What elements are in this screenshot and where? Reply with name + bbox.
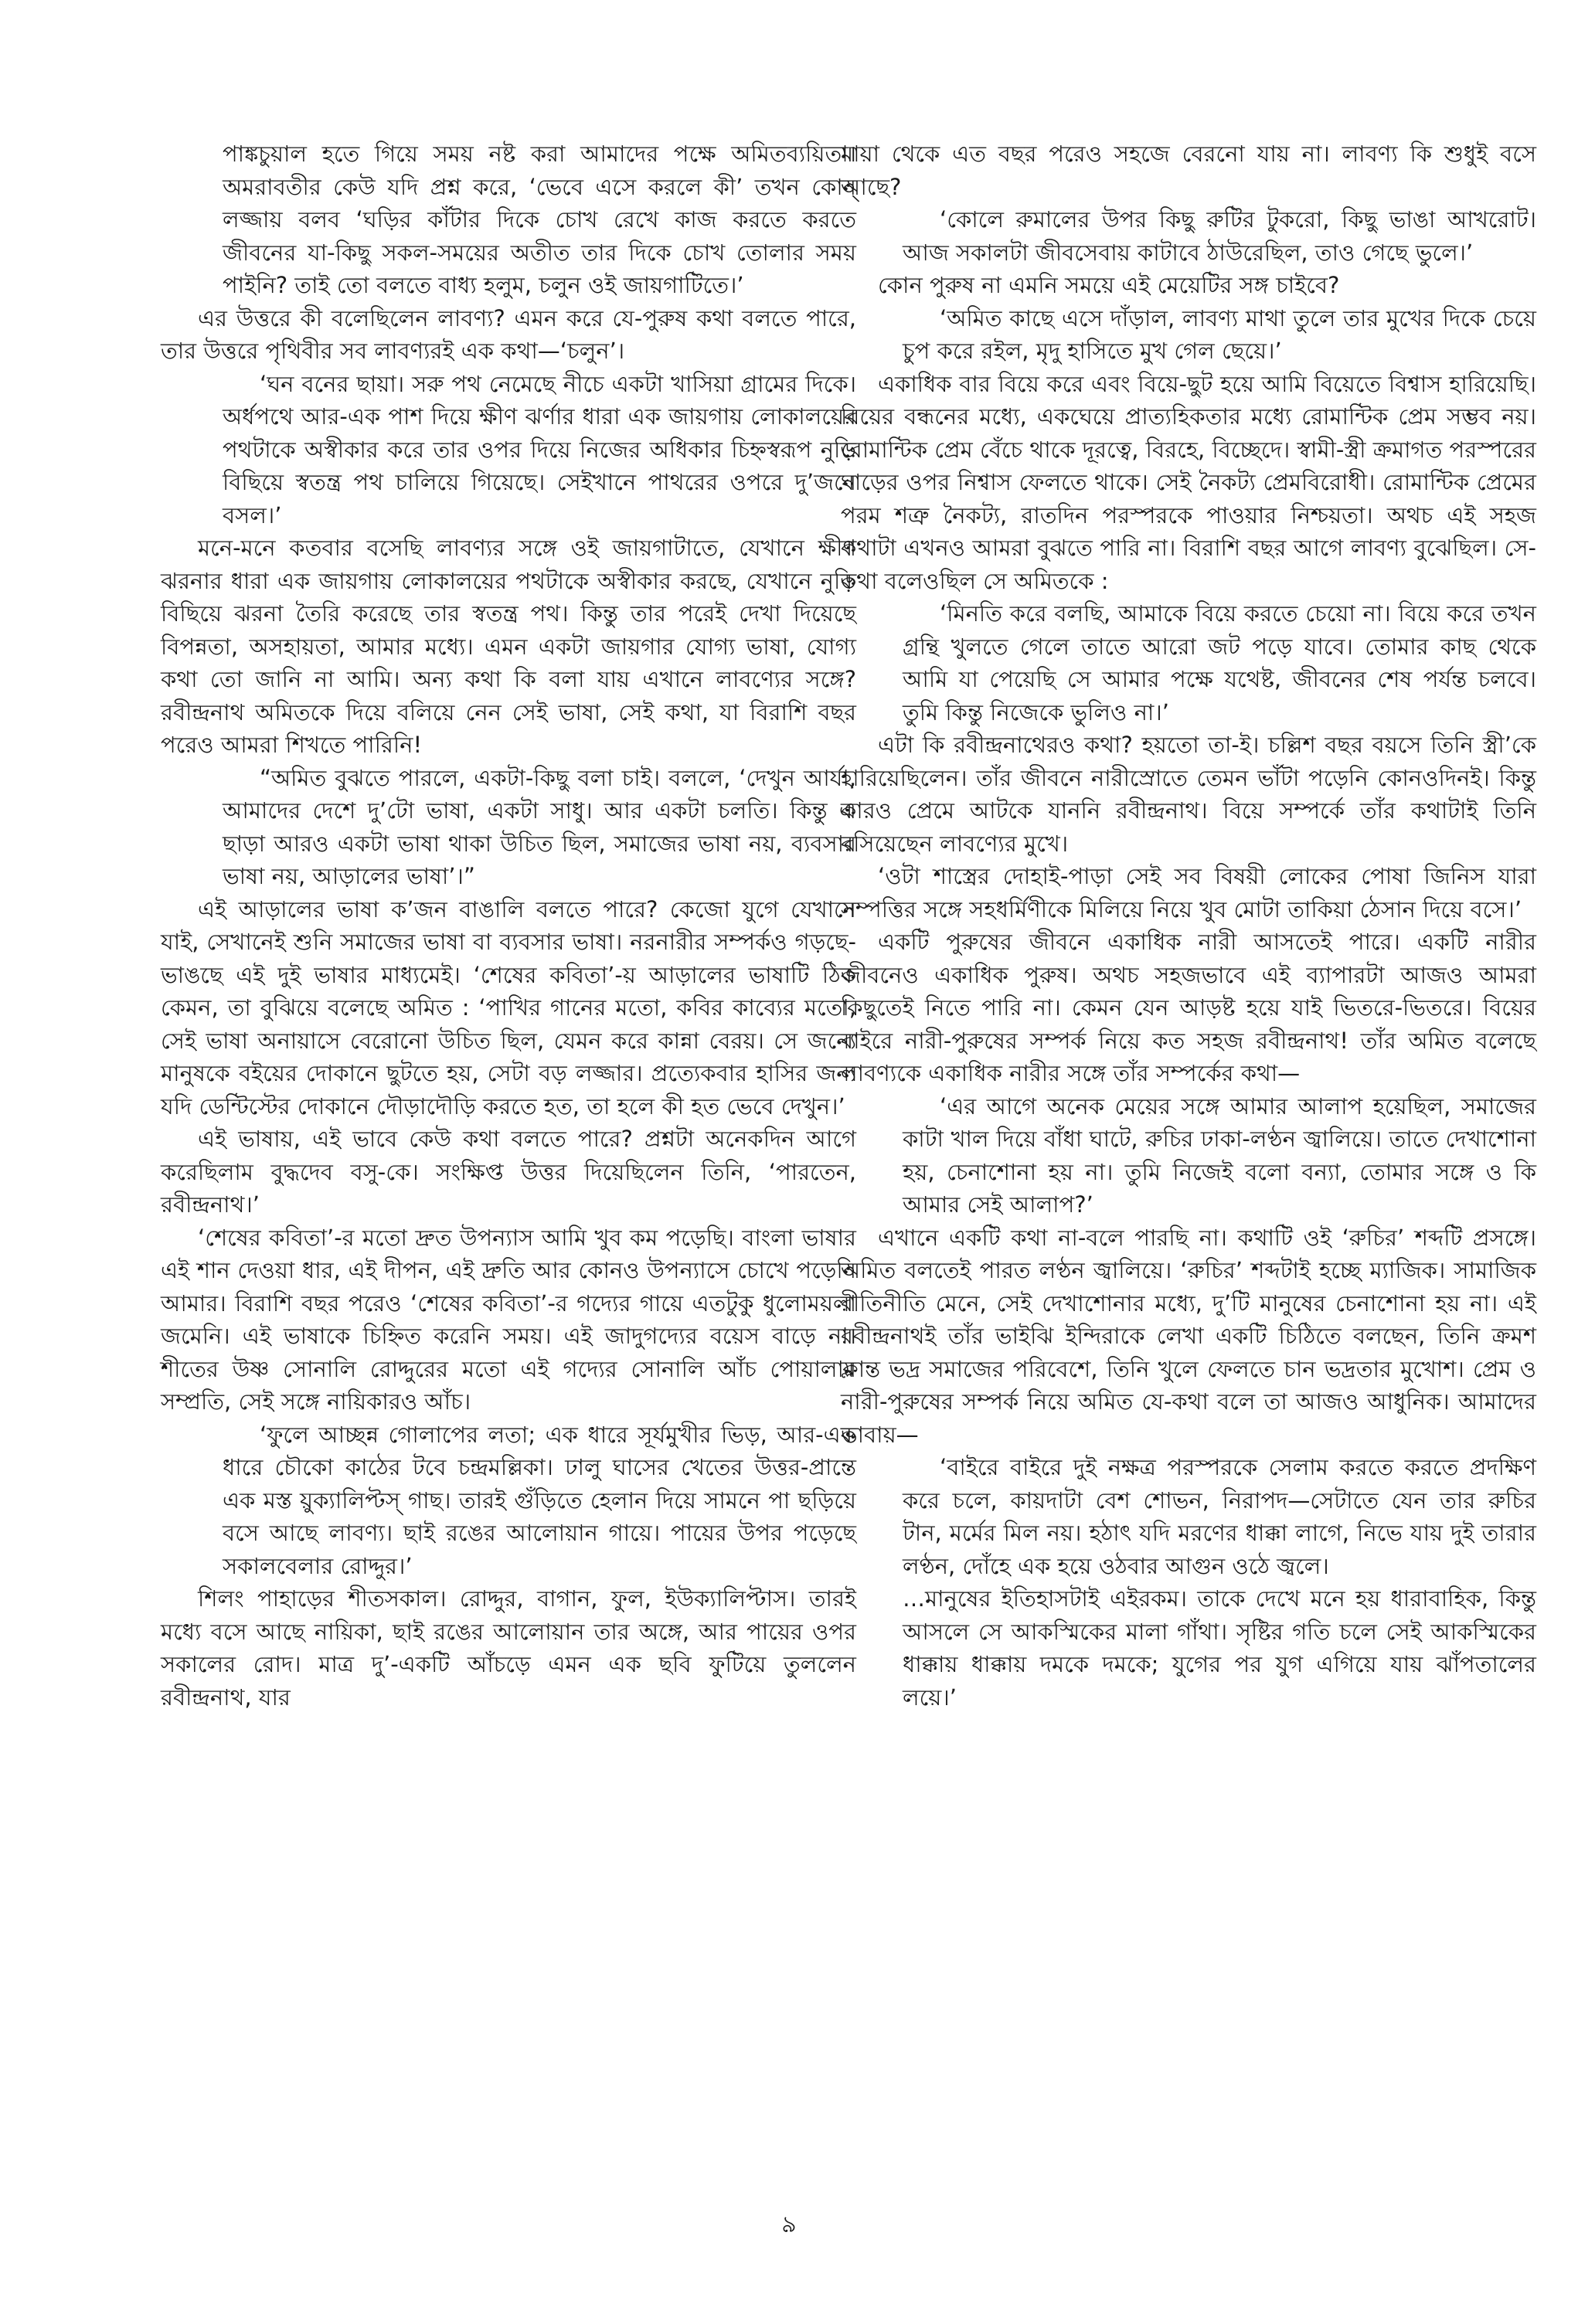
paragraph: পাঙ্কচুয়াল হতে গিয়ে সময় নষ্ট করা আমাদের পক্ষে অমিতব্যয়িতা। অমরাবতীর কেউ যদি প্রশ্ন করে, ‘ভেবে এসে করলে কী’ তখন কোন্‌ লজ্জায় বলব ‘ঘড়ির কাঁটার দিকে চোখ রেখে কাজ করতে করতে জীবনের যা-কিছু সকল-সময়ের অতীত তার দিকে চোখ তোলার সময় পাইনি? তাই তো বলতে বাধ্য হলুম, চলুন ওই জায়গাটিতে।’ (223, 141, 856, 298)
paragraph: ‘শেষের কবিতা’-র মতো দ্রুত উপন্যাস আমি খুব কম পড়েছি। বাংলা ভাষার এই শান দেওয়া ধার, এই দীপন, এই দ্রুতি আর কোনও উপন্যাসে চোখে পড়েনি আমার। বিরাশি বছর পরেও ‘শেষের কবিতা’-র গদ্যের গায়ে এতটুকু ধুলোময়লা জমেনি। এই ভাষাকে চিহ্নিত করেনি সময়। এই জাদুগদ্যের বয়েস বাড়ে না। শীতের উষ্ণ সোনালি রোদ্দুরের মতো এই গদ্যের সোনালি আঁচ পোয়ালাম সম্প্রতি, সেই সঙ্গে নায়িকারও আঁচ। (161, 1224, 856, 1415)
right-column (841, 138, 1536, 1714)
paragraph: শিলং পাহাড়ের শীতসকাল। রোদ্দুর, বাগান, ফুল, ইউক্যালিপ্টাস। তারই মধ্যে বসে আছে নায়িকা, ছাই রঙের আলোয়ান তার অঙ্গে, আর পায়ের ওপর সকালের রোদ। মাত্র দু’-একটি আঁচড়ে এমন এক ছবি ফুটিয়ে তুললেন রবীন্দ্রনাথ, যার (161, 1585, 856, 1711)
paragraph: এই ভাষায়, এই ভাবে কেউ কথা বলতে পারে? প্রশ্নটা অনেকদিন আগে করেছিলাম বুদ্ধদেব বসু-কে। সংক্ষিপ্ত উত্তর দিয়েছিলেন তিনি, ‘পারতেন, রবীন্দ্রনাথ।’ (161, 1126, 856, 1218)
paragraph: কোন পুরুষ না এমনি সময়ে এই মেয়েটির সঙ্গ চাইবে? (878, 272, 1340, 298)
paragraph: ‘কোলে রুমালের উপর কিছু রুটির টুকরো, কিছু ভাঙা আখরোট। আজ সকালটা জীবসেবায় কাটাবে ঠাউরেছিল, তাও গেছে ভুলে।’ (903, 206, 1536, 266)
paragraph: মনে-মনে কতবার বসেছি লাবণ্যর সঙ্গে ওই জায়গাটাতে, যেখানে ক্ষীণ ঝরনার ধারা এক জায়গায় লোকালয়ের পথটাকে অস্বীকার করছে, যেখানে নুড়ি বিছিয়ে ঝরনা তৈরি করেছে তার স্বতন্ত্র পথ। কিন্তু তার পরেই দেখা দিয়েছে বিপন্নতা, অসহায়তা, আমার মধ্যে। এমন একটা জায়গার যোগ্য ভাষা, যোগ্য কথা তো জানি না আমি। অন্য কথা কি বলা যায় এখানে লাবণ্যের সঙ্গে? রবীন্দ্রনাথ অমিতকে দিয়ে বলিয়ে নেন সেই ভাষা, সেই কথা, যা বিরাশি বছর পরেও আমরা শিখতে পারিনি! (161, 535, 856, 758)
paragraph: এর উত্তরে কী বলেছিলেন লাবণ্য? এমন করে যে-পুরুষ কথা বলতে পারে, তার উত্তরে পৃথিবীর সব লাবণ্যরই এক কথা—‘চলুন’। (161, 304, 856, 364)
paragraph: ‘ফুলে আচ্ছন্ন গোলাপের লতা; এক ধারে সূর্যমুখীর ভিড়, আর-এক ধারে চৌকো কাঠের টবে চন্দ্রমল্লিকা। ঢালু ঘাসের খেতের উত্তর-প্রান্তে এক মস্ত য়ুক্যালিপ্টস্‌ গাছ। তারই গুঁড়িতে হেলান দিয়ে সামনে পা ছড়িয়ে বসে আছে লাবণ্য। ছাই রঙের আলোয়ান গায়ে। পায়ের উপর পড়েছে সকালবেলার রোদ্দুর।’ (223, 1421, 856, 1579)
paragraph: একটি পুরুষের জীবনে একাধিক নারী আসতেই পারে। একটি নারীর জীবনেও একাধিক পুরুষ। অথচ সহজভাবে এই ব্যাপারটা আজও আমরা কিছুতেই নিতে পারি না। কেমন যেন আড়ষ্ট হয়ে যাই ভিতরে-ভিতরে। বিয়ের বাইরে নারী-পুরুষের সম্পর্ক নিয়ে কত সহজ রবীন্দ্রনাথ! তাঁর অমিত বলেছে লাবণ্যকে একাধিক নারীর সঙ্গে তাঁর সম্পর্কের কথা— (841, 929, 1536, 1086)
left-column (161, 138, 856, 1714)
paragraph: ‘বাইরে বাইরে দুই নক্ষত্র পরস্পরকে সেলাম করতে করতে প্রদক্ষিণ করে চলে, কায়দাটা বেশ শোভন, নিরাপদ—সেটাতে যেন তার রুচির টান, মর্মের মিল নয়। হঠাৎ যদি মরণের ধাক্কা লাগে, নিভে যায় দুই তারার লণ্ঠন, দোঁহে এক হয়ে ওঠবার আগুন ওঠে জ্বলে। (903, 1454, 1536, 1579)
paragraph: ‘মিনতি করে বলছি, আমাকে বিয়ে করতে চেয়ো না। বিয়ে করে তখন গ্রন্থি খুলতে গেলে তাতে আরো জট পড়ে যাবে। তোমার কাছ থেকে আমি যা পেয়েছি সে আমার পক্ষে যথেষ্ট, জীবনের শেষ পর্যন্ত চলবে। তুমি কিন্তু নিজেকে ভুলিও না।’ (903, 600, 1536, 725)
paragraph: ‘অমিত কাছে এসে দাঁড়াল, লাবণ্য মাথা তুলে তার মুখের দিকে চেয়ে চুপ করে রইল, মৃদু হাসিতে মুখ গেল ছেয়ে।’ (903, 304, 1536, 364)
paragraph: ‘এর আগে অনেক মেয়ের সঙ্গে আমার আলাপ হয়েছিল, সমাজের কাটা খাল দিয়ে বাঁধা ঘাটে, রুচির ঢাকা-লণ্ঠন জ্বালিয়ে। তাতে দেখাশোনা হয়, চেনাশোনা হয় না। তুমি নিজেই বলো বন্যা, তোমার সঙ্গে ও কি আমার সেই আলাপ?’ (903, 1092, 1536, 1218)
paragraph: একাধিক বার বিয়ে করে এবং বিয়ে-ছুট হয়ে আমি বিয়েতে বিশ্বাস হারিয়েছি। বিয়ের বন্ধনের মধ্যে, একঘেয়ে প্রাত্যহিকতার মধ্যে রোমান্টিক প্রেম সম্ভব নয়। রোমান্টিক প্রেম বেঁচে থাকে দূরত্বে, বিরহে, বিচ্ছেদে। স্বামী-স্ত্রী ক্রমাগত পরস্পরের ঘাড়ের ওপর নিশ্বাস ফেলতে থাকে। সেই নৈকট্য প্রেমবিরোধী। রোমান্টিক প্রেমের পরম শত্রু নৈকট্য, রাতদিন পরস্পরকে পাওয়ার নিশ্চয়তা। অথচ এই সহজ কথাটা এখনও আমরা বুঝতে পারি না। বিরাশি বছর আগে লাবণ্য বুঝেছিল। সে-কথা বলেওছিল সে অমিতকে : (841, 370, 1536, 594)
page-number: ৯ (781, 2211, 797, 2238)
paragraph: এটা কি রবীন্দ্রনাথেরও কথা? হয়তো তা-ই। চল্লিশ বছর বয়সে তিনি স্ত্রী’কে হারিয়েছিলেন। তাঁর জীবনে নারীস্রোতে তেমন ভাঁটা পড়েনি কোনওদিনই। কিন্তু কারও প্রেমে আটকে যাননি রবীন্দ্রনাথ। বিয়ে সম্পর্কে তাঁর কথাটাই তিনি বসিয়েছেন লাবণ্যের মুখে। (841, 732, 1536, 857)
paragraph: …মানুষের ইতিহাসটাই এইরকম। তাকে দেখে মনে হয় ধারাবাহিক, কিন্তু আসলে সে আকস্মিকের মালা গাঁথা। সৃষ্টির গতি চলে সেই আকস্মিকের ধাক্কায় ধাক্কায় দমকে দমকে; যুগের পর যুগ এগিয়ে যায় ঝাঁপতালের লয়ে।’ (903, 1585, 1536, 1711)
paragraph: এখানে একটি কথা না-বলে পারছি না। কথাটি ওই ‘রুচির’ শব্দটি প্রসঙ্গে। অমিত বলতেই পারত লণ্ঠন জ্বালিয়ে। ‘রুচির’ শব্দটাই হচ্ছে ম্যাজিক। সামাজিক রীতিনীতি মেনে, সেই দেখাশোনার মধ্যে, দু’টি মানুষের চেনাশোনা হয় না। এই রবীন্দ্রনাথই তাঁর ভাইঝি ইন্দিরাকে লেখা একটি চিঠিতে বলছেন, তিনি ক্রমশ ক্লান্ত ভদ্র সমাজের পরিবেশে, তিনি খুলে ফেলতে চান ভদ্রতার মুখোশ। প্রেম ও নারী-পুরুষের সম্পর্ক নিয়ে অমিত যে-কথা বলে তা আজও আধুনিক। আমাদের ভাবায়— (841, 1224, 1536, 1448)
paragraph: ‘ওটা শাস্ত্রের দোহাই-পাড়া সেই সব বিষয়ী লোকের পোষা জিনিস যারা সম্পত্তির সঙ্গে সহধর্মিণীকে মিলিয়ে নিয়ে খুব মোটা তাকিয়া ঠেসান দিয়ে বসে।’ (841, 863, 1536, 922)
paragraph: মায়া থেকে এত বছর পরেও সহজে বেরনো যায় না। লাবণ্য কি শুধুই বসে আছে? (841, 141, 1536, 200)
paragraph: এই আড়ালের ভাষা ক’জন বাঙালি বলতে পারে? কেজো যুগে যেখানে যাই, সেখানেই শুনি সমাজের ভাষা বা ব্যবসার ভাষা। নরনারীর সম্পর্কও গড়ছে-ভাঙছে এই দুই ভাষার মাধ্যমেই। ‘শেষের কবিতা’-য় আড়ালের ভাষাটি ঠিক কেমন, তা বুঝিয়ে বলেছে অমিত : ‘পাখির গানের মতো, কবির কাব্যের মতো, সেই ভাষা অনায়াসে বেরোনো উচিত ছিল, যেমন করে কান্না বেরয়। সে জন্যে মানুষকে বইয়ের দোকানে ছুটতে হয়, সেটা বড় লজ্জার। প্রত্যেকবার হাসির জন্য যদি ডেন্টিস্টের দোকানে দৌড়াদৌড়ি করতে হত, তা হলে কী হত ভেবে দেখুন।’ (161, 895, 856, 1120)
paragraph: “অমিত বুঝতে পারলে, একটা-কিছু বলা চাই। বললে, ‘দেখুন আর্যা, আমাদের দেশে দু’টো ভাষা, একটা সাধু। আর একটা চলতি। কিন্তু এ ছাড়া আরও একটা ভাষা থাকা উচিত ছিল, সমাজের ভাষা নয়, ব্যবসার ভাষা নয়, আড়ালের ভাষা’।” (223, 764, 856, 889)
paragraph: ‘ঘন বনের ছায়া। সরু পথ নেমেছে নীচে একটা খাসিয়া গ্রামের দিকে। অর্ধপথে আর-এক পাশ দিয়ে ক্ষীণ ঝর্ণার ধারা এক জায়গায় লোকালয়ের পথটাকে অস্বীকার করে তার ওপর দিয়ে নিজের অধিকার চিহ্নস্বরূপ নুড়ি বিছিয়ে স্বতন্ত্র পথ চালিয়ে গিয়েছে। সেইখানে পাথরের ওপরে দু’জনে বসল।’ (223, 370, 856, 528)
